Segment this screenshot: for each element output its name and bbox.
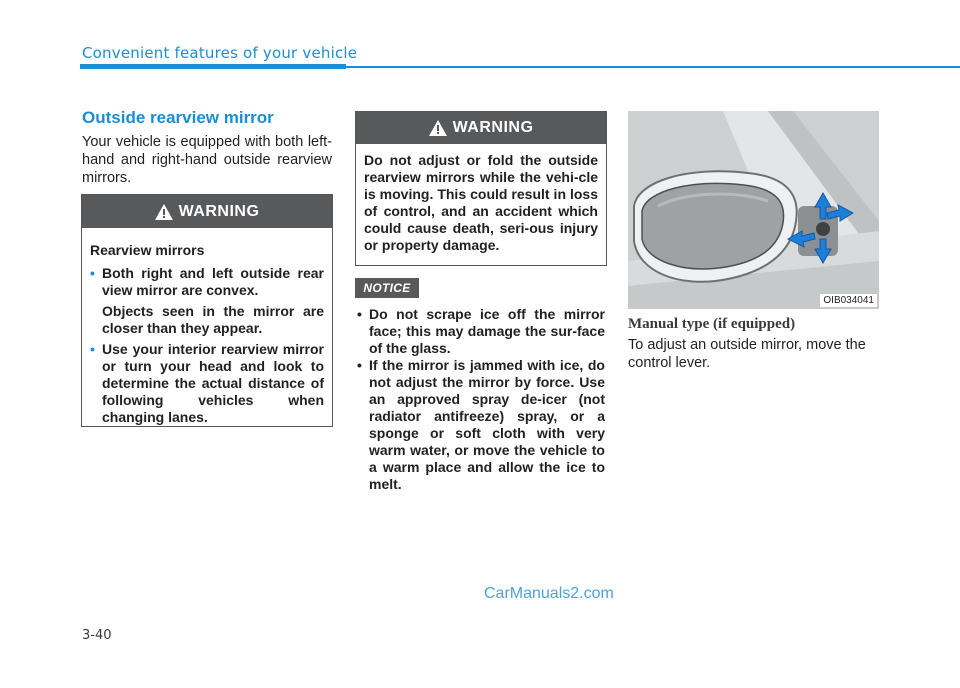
manual-type-text: To adjust an outside mirror, move the control lever. — [628, 337, 866, 371]
warning-item-continuation: Objects seen in the mirror are closer than they appear. — [102, 303, 324, 336]
watermark: CarManuals2.com — [484, 585, 614, 602]
section-header: Convenient features of your vehicle — [82, 44, 358, 62]
mirror-figure — [628, 111, 879, 309]
warning-body: Do not adjust or fold the outside rearview mirrors while the vehi-cle is moving. This could result in loss of control, and an accident which could cause death, seri-ous injury or property damage. — [364, 152, 598, 253]
warning-heading: WARNING — [178, 202, 260, 220]
warning-subheading: Rearview mirrors — [90, 242, 205, 258]
warning-item: • Use your interior rearview mirror or turn your head and look to determine the actual distance of following vehicles when changing lanes. — [90, 341, 324, 426]
warning-box-adjust — [355, 111, 607, 266]
header-rule-thin — [346, 66, 960, 68]
warning-box-rearview — [81, 194, 333, 427]
notice-item: • If the mirror is jammed with ice, do not adjust the mirror by force. Use an approved spray de-icer (not radiator antifreeze) spray, or a sponge or soft cloth with very warm water, or move the vehicle to a warm place and allow the ice to melt. — [355, 357, 605, 493]
header-rule-thick — [80, 64, 346, 69]
warning-list — [90, 265, 324, 426]
notice-item: • Do not scrape ice off the mirror face; this may damage the sur-face of the glass. — [355, 306, 605, 357]
warning-triangle-icon — [155, 204, 173, 220]
warning-triangle-icon — [429, 120, 447, 136]
warning-header — [356, 112, 606, 144]
section-title: Outside rearview mirror — [82, 108, 274, 127]
notice-badge: NOTICE — [355, 278, 419, 298]
intro-text: Your vehicle is equipped with both left-hand and right-hand outside rearview mirrors. — [82, 134, 332, 186]
page-number: 3-40 — [82, 628, 112, 643]
figure-label: OIB034041 — [820, 294, 877, 307]
notice-list — [355, 306, 605, 493]
mirror-illustration — [628, 111, 879, 309]
warning-item: • Both right and left outside rear view mirror are convex. — [90, 265, 324, 299]
manual-type-title: Manual type (if equipped) — [628, 316, 796, 332]
warning-header — [82, 195, 332, 228]
warning-body — [82, 228, 332, 434]
warning-heading: WARNING — [452, 119, 534, 136]
